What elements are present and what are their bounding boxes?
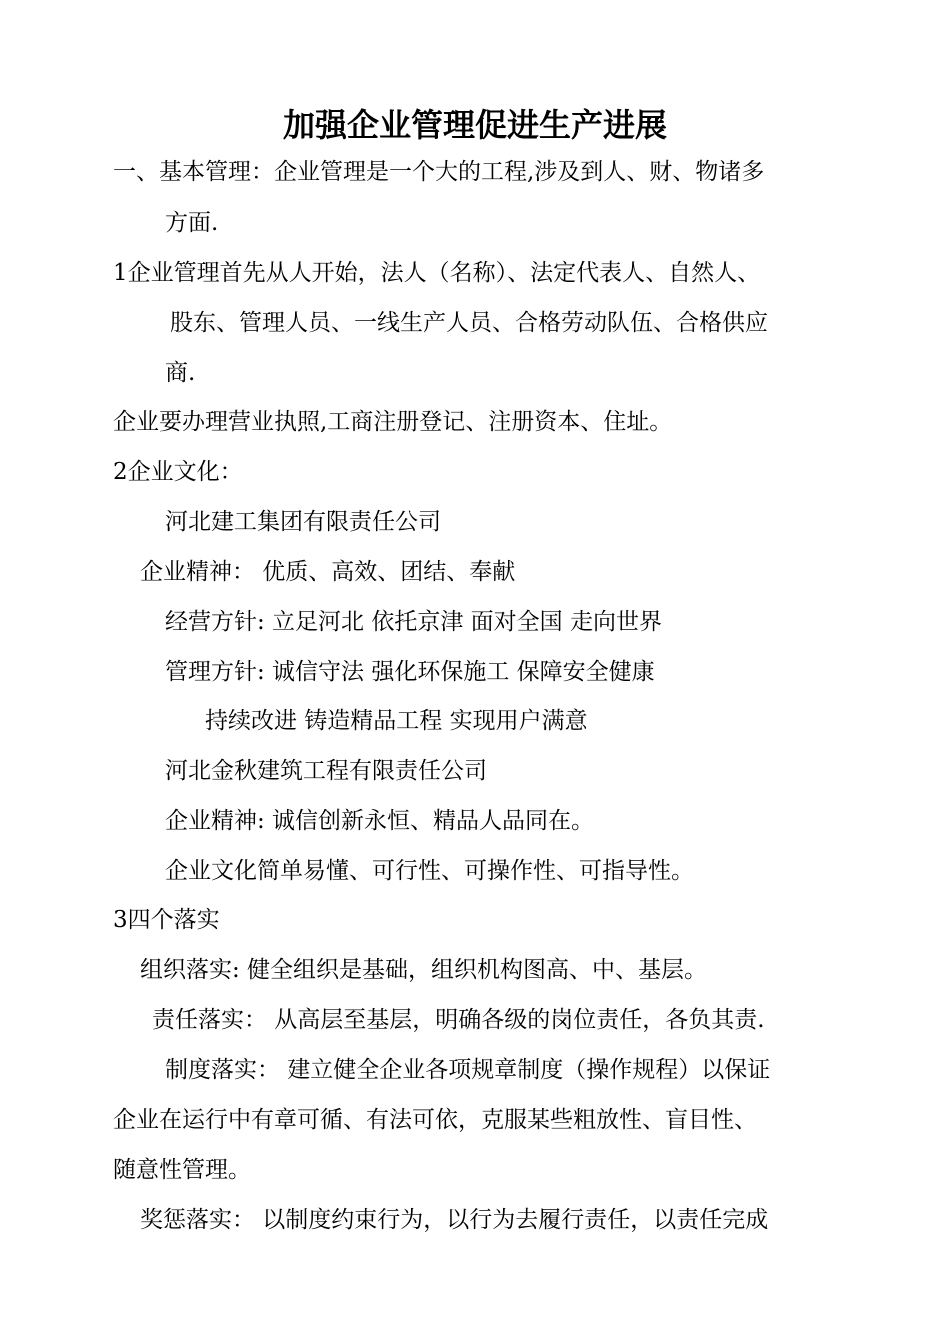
enterprise-spirit-line: 企业精神： 优质、高效、团结、奉献	[140, 559, 516, 585]
company-name-hebei-jinqiu: 河北金秋建筑工程有限责任公司	[165, 758, 487, 784]
item-1-line: 1企业管理首先从人开始，法人（名称）、法定代表人、自然人、	[113, 260, 761, 286]
item-3-heading: 3四个落实	[113, 907, 220, 933]
item-1-continuation-end: 商.	[165, 360, 196, 386]
reward-punishment-implementation-line: 奖惩落实： 以制度约束行为，以行为去履行责任，以责任完成	[140, 1207, 769, 1233]
business-license-line: 企业要办理营业执照,工商注册登记、注册资本、住址。	[113, 409, 673, 435]
business-policy-line: 经营方针: 立足河北 依托京津 面对全国 走向世界	[165, 609, 662, 635]
document-title: 加强企业管理促进生产进展	[282, 106, 667, 144]
enterprise-culture-summary-line: 企业文化简单易懂、可行性、可操作性、可指导性。	[165, 858, 694, 884]
organization-implementation-line: 组织落实: 健全组织是基础，组织机构图高、中、基层。	[140, 957, 708, 983]
item-1-continuation: 股东、管理人员、一线生产人员、合格劳动队伍、合格供应	[170, 310, 768, 336]
system-implementation-continuation-end: 随意性管理。	[113, 1157, 251, 1183]
system-implementation-line: 制度落实： 建立健全企业各项规章制度（操作规程）以保证	[165, 1057, 771, 1083]
management-policy-line: 管理方针: 诚信守法 强化环保施工 保障安全健康	[165, 659, 655, 685]
system-implementation-continuation: 企业在运行中有章可循、有法可依，克服某些粗放性、盲目性、	[113, 1107, 757, 1133]
responsibility-implementation-line: 责任落实： 从高层至基层，明确各级的岗位责任，各负其责.	[152, 1007, 765, 1033]
item-2-heading: 2企业文化：	[113, 459, 243, 485]
company-name-hebei-jiangong: 河北建工集团有限责任公司	[165, 509, 441, 535]
management-policy-continuation: 持续改进 铸造精品工程 实现用户满意	[205, 708, 588, 734]
section-basic-management-continuation: 方面.	[165, 210, 219, 236]
enterprise-spirit-jinqiu-line: 企业精神: 诚信创新永恒、精品人品同在。	[165, 808, 595, 834]
section-basic-management-line: 一、基本管理：企业管理是一个大的工程,涉及到人、财、物诸多	[113, 159, 765, 185]
